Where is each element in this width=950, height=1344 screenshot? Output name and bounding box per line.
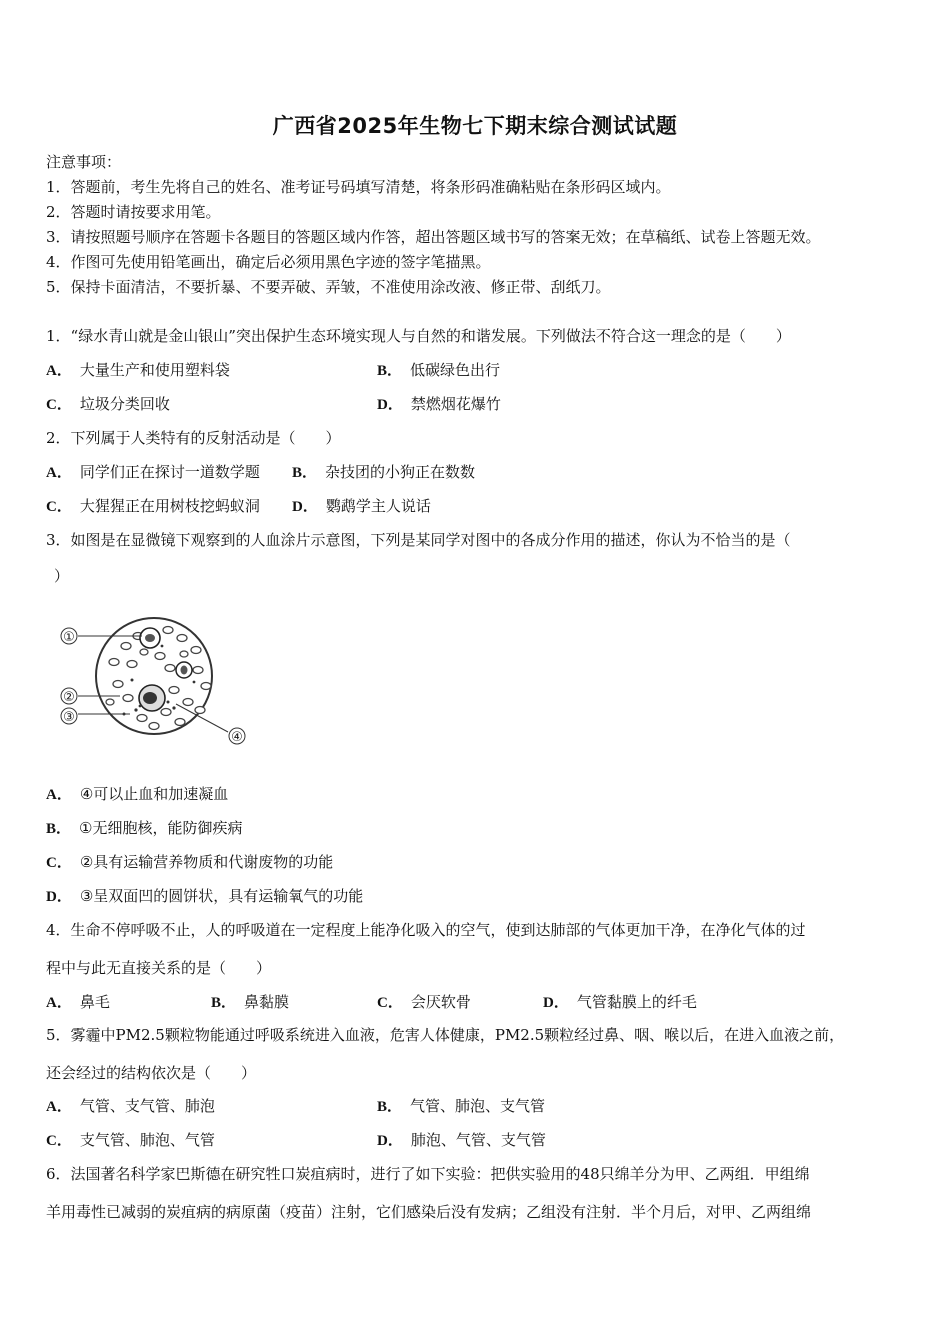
q4-option-b: B． 鼻黏膜 (211, 993, 290, 1011)
q3-option-b: B． ①无细胞核，能防御疾病 (46, 819, 243, 837)
q2-option-c: C． 大猩猩正在用树枝挖蚂蚁洞 (46, 497, 260, 515)
q1-option-a: A． 大量生产和使用塑料袋 (46, 361, 230, 379)
q4-option-c: C． 会厌软骨 (377, 993, 471, 1011)
question-5-stem-cont: 还会经过的结构依次是（ ） (46, 1064, 257, 1082)
question-6-stem-cont: 羊用毒性已减弱的炭疽病的病原菌（疫苗）注射，它们感染后没有发病；乙组没有注射．半个月后，对甲、乙两组绵 (46, 1203, 812, 1221)
q3-option-c: C． ②具有运输营养物质和代谢废物的功能 (46, 853, 334, 871)
q5-option-a: A． 气管、支气管、肺泡 (46, 1097, 215, 1115)
q5-option-c: C． 支气管、肺泡、气管 (46, 1131, 215, 1149)
question-3-stem: 3．如图是在显微镜下观察到的人血涂片示意图，下列是某同学对图中的各成分作用的描述，你认为不恰当的是（ (46, 531, 791, 549)
question-5-stem: 5．雾霾中PM2.5颗粒物能通过呼吸系统进入血液，危害人体健康，PM2.5颗粒经过鼻、咽、喉以后，在进入血液之前， (46, 1026, 845, 1044)
q1-option-c: C． 垃圾分类回收 (46, 395, 170, 413)
q2-option-a: A． 同学们正在探讨一道数学题 (46, 463, 260, 481)
notice-item: 2．答题时请按要求用笔。 (46, 203, 221, 221)
question-1-stem: 1．“绿水青山就是金山银山”突出保护生态环境实现人与自然的和谐发展。下列做法不符合这一理念的是（ ） (46, 327, 791, 345)
notice-item: 4．作图可先使用铅笔画出，确定后必须用黑色字迹的签字笔描黑。 (46, 253, 491, 271)
question-4-stem: 4．生命不停呼吸不止，人的呼吸道在一定程度上能净化吸入的空气，使到达肺部的气体更加干净，在净化气体的过 (46, 921, 806, 939)
notice-item: 1．答题前，考生先将自己的姓名、准考证号码填写清楚，将条形码准确粘贴在条形码区域内。 (46, 178, 671, 196)
q3-option-a: A． ④可以止血和加速凝血 (46, 785, 229, 803)
question-3-stem-end: ） (54, 567, 70, 585)
q4-option-d: D． 气管黏膜上的纤毛 (543, 993, 697, 1011)
question-6-stem: 6．法国著名科学家巴斯德在研究牲口炭疽病时，进行了如下实验：把供实验用的48只绵羊分为甲、乙两组．甲组绵 (46, 1165, 810, 1183)
figure-label-2: ② (63, 690, 75, 705)
q2-option-d: D． 鹦鹉学主人说话 (292, 497, 431, 515)
q2-option-b: B． 杂技团的小狗正在数数 (292, 463, 476, 481)
figure-label-4: ④ (231, 730, 243, 745)
notice-item: 3．请按照题号顺序在答题卡各题目的答题区域内作答，超出答题区域书写的答案无效；在草稿纸、试卷上答题无效。 (46, 228, 821, 246)
page-title: 广西省2025年生物七下期末综合测试试题 (272, 114, 678, 138)
q3-option-d: D． ③呈双面凹的圆饼状，具有运输氧气的功能 (46, 887, 364, 905)
figure-label-1: ① (63, 630, 75, 645)
figure-label-3: ③ (63, 710, 75, 725)
q5-option-b: B． 气管、肺泡、支气管 (377, 1097, 546, 1115)
q5-option-d: D． 肺泡、气管、支气管 (377, 1131, 546, 1149)
q1-option-d: D． 禁燃烟花爆竹 (377, 395, 501, 413)
blood-smear-figure (56, 606, 256, 751)
q1-option-b: B． 低碳绿色出行 (377, 361, 501, 379)
notice-heading: 注意事项： (46, 153, 122, 171)
notice-item: 5．保持卡面清洁，不要折暴、不要弄破、弄皱，不准使用涂改液、修正带、刮纸刀。 (46, 278, 611, 296)
question-4-stem-cont: 程中与此无直接关系的是（ ） (46, 959, 272, 977)
q4-option-a: A． 鼻毛 (46, 993, 110, 1011)
question-2-stem: 2．下列属于人类特有的反射活动是（ ） (46, 429, 341, 447)
